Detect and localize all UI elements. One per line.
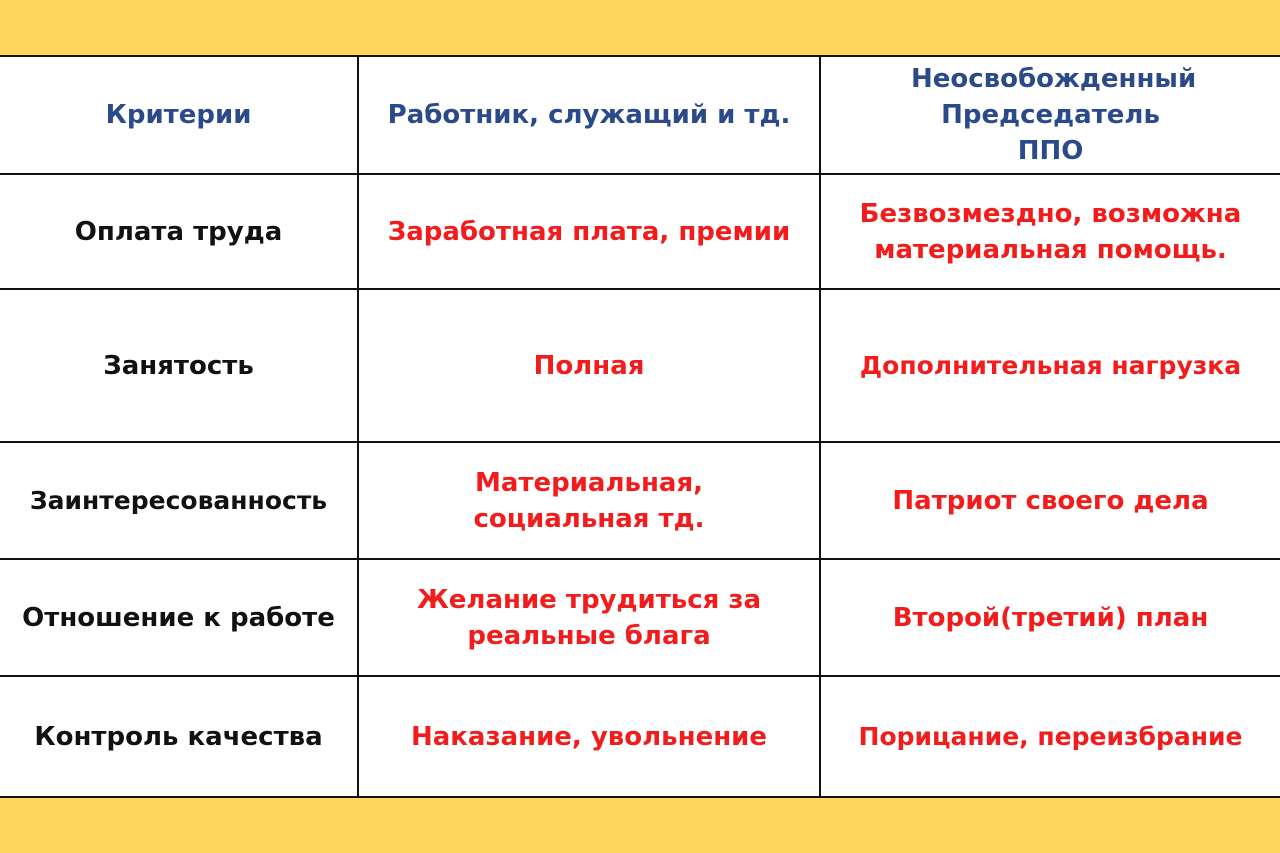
- table-row: [0, 289, 1280, 442]
- criterion-cell: Заинтересованность: [0, 442, 358, 559]
- chairman-cell: Второй(третий) план: [820, 559, 1280, 676]
- criterion-cell: Занятость: [0, 289, 358, 442]
- chairman-cell: Патриот своего дела: [820, 442, 1280, 559]
- employee-cell: Полная: [358, 289, 820, 442]
- criterion-cell: Оплата труда: [0, 174, 358, 289]
- employee-cell: Наказание, увольнение: [358, 676, 820, 796]
- table-row: [0, 442, 1280, 559]
- employee-cell: Желание трудиться за реальные блага: [358, 559, 820, 676]
- table-row: [0, 559, 1280, 676]
- header-chairman: Неосвобожденный Председатель ППО: [820, 57, 1280, 174]
- header-criteria: Критерии: [105, 100, 252, 130]
- comparison-table-panel: [0, 55, 1280, 798]
- table-row: [0, 174, 1280, 289]
- criterion-cell: Контроль качества: [0, 676, 358, 796]
- employee-cell: Материальная, социальная тд.: [358, 442, 820, 559]
- chairman-cell: Безвозмездно, возможна материальная помощь.: [820, 174, 1280, 289]
- employee-cell: Заработная плата, премии: [358, 174, 820, 289]
- chairman-cell: Дополнительная нагрузка: [820, 289, 1280, 442]
- comparison-table: [0, 57, 1280, 796]
- table-row: [0, 676, 1280, 796]
- table-header-row: [0, 57, 1280, 174]
- header-employee: Работник, служащий и тд.: [358, 57, 820, 174]
- criterion-cell: Отношение к работе: [0, 559, 358, 676]
- chairman-cell: Порицание, переизбрание: [820, 676, 1280, 796]
